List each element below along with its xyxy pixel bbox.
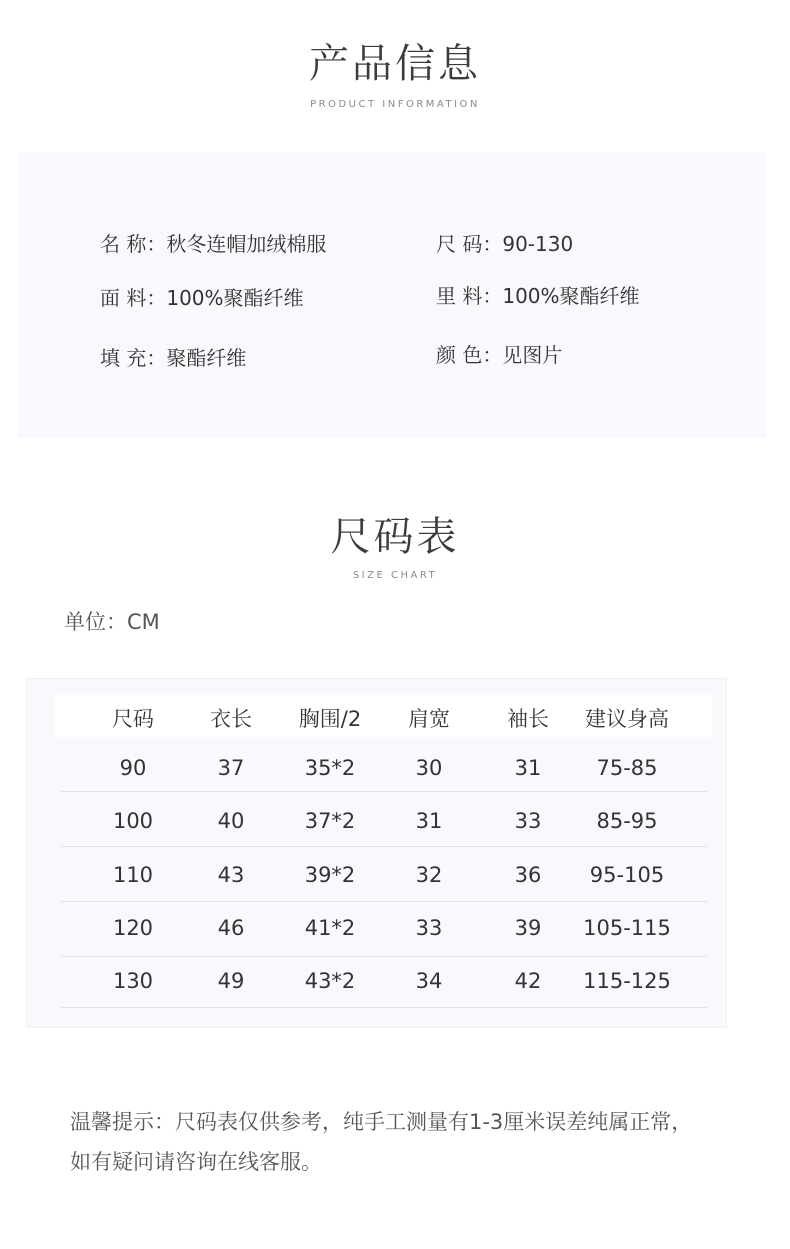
table-cell: 100 <box>112 809 154 833</box>
table-cell: 130 <box>112 969 154 993</box>
table-header-cell: 袖长 <box>507 707 549 731</box>
table-row-divider <box>61 791 707 792</box>
table-cell: 40 <box>217 809 245 833</box>
table-cell: 42 <box>514 969 542 993</box>
table-cell: 75-85 <box>596 756 658 780</box>
table-row-divider <box>61 901 707 902</box>
table-cell: 34 <box>415 969 443 993</box>
warm-tip <box>70 1102 760 1182</box>
info-item-filling <box>100 342 246 371</box>
info-item-color <box>436 339 562 368</box>
table-cell: 31 <box>415 809 443 833</box>
size-table <box>26 678 727 1028</box>
product-info-panel <box>18 152 766 438</box>
tip-line-1: 温馨提示：尺码表仅供参考，纯手工测量有1-3厘米误差纯属正常， <box>70 1110 693 1134</box>
info-value: 90-130 <box>502 232 574 256</box>
tip-line-2: 如有疑问请咨询在线客服。 <box>70 1150 322 1174</box>
table-cell: 120 <box>112 916 154 940</box>
table-cell: 39 <box>514 916 542 940</box>
table-cell: 33 <box>415 916 443 940</box>
table-header-cell: 肩宽 <box>408 707 450 731</box>
size-chart-subtitle: SIZE CHART <box>352 570 438 581</box>
table-cell: 41*2 <box>304 916 356 940</box>
info-value: 100%聚酯纤维 <box>166 286 304 310</box>
info-value: 见图片 <box>502 343 563 367</box>
table-cell: 46 <box>217 916 245 940</box>
table-cell: 43*2 <box>304 969 356 993</box>
table-header-cell: 尺码 <box>112 707 154 731</box>
info-label: 里 料： <box>436 284 503 308</box>
info-value: 聚酯纤维 <box>166 346 247 370</box>
info-item-fabric <box>100 282 304 311</box>
product-info-title: 产品信息 <box>309 41 481 87</box>
table-cell: 33 <box>514 809 542 833</box>
table-cell: 110 <box>112 863 154 887</box>
table-cell: 115-125 <box>583 969 671 993</box>
unit-label: 单位：CM <box>64 610 160 634</box>
table-cell: 32 <box>415 863 443 887</box>
table-cell: 30 <box>415 756 443 780</box>
table-header-cell: 衣长 <box>210 707 252 731</box>
size-chart-heading <box>0 505 790 581</box>
table-row-divider <box>61 846 707 847</box>
table-cell: 35*2 <box>304 756 356 780</box>
table-row-divider <box>61 956 707 957</box>
info-item-lining <box>436 280 640 309</box>
size-chart-title: 尺码表 <box>330 514 460 560</box>
info-label: 尺 码： <box>436 232 503 256</box>
table-header-cell: 建议身高 <box>585 707 669 731</box>
table-cell: 39*2 <box>304 863 356 887</box>
info-label: 颜 色： <box>436 343 503 367</box>
info-value: 100%聚酯纤维 <box>502 284 640 308</box>
table-cell: 37*2 <box>304 809 356 833</box>
table-cell: 105-115 <box>583 916 671 940</box>
table-cell: 37 <box>217 756 245 780</box>
table-cell: 43 <box>217 863 245 887</box>
table-cell: 85-95 <box>596 809 658 833</box>
product-info-heading <box>0 32 790 110</box>
table-cell: 49 <box>217 969 245 993</box>
table-cell: 36 <box>514 863 542 887</box>
table-cell: 31 <box>514 756 542 780</box>
info-label: 名 称： <box>100 232 167 256</box>
table-row-divider <box>61 1007 707 1008</box>
info-label: 填 充： <box>100 346 167 370</box>
table-cell: 90 <box>119 756 147 780</box>
info-label: 面 料： <box>100 286 167 310</box>
info-item-name <box>100 228 326 257</box>
table-header-cell: 胸围/2 <box>298 707 362 731</box>
table-cell: 95-105 <box>589 863 665 887</box>
info-value: 秋冬连帽加绒棉服 <box>166 232 327 256</box>
product-info-subtitle: PRODUCT INFORMATION <box>310 99 480 110</box>
info-item-size <box>436 228 573 257</box>
